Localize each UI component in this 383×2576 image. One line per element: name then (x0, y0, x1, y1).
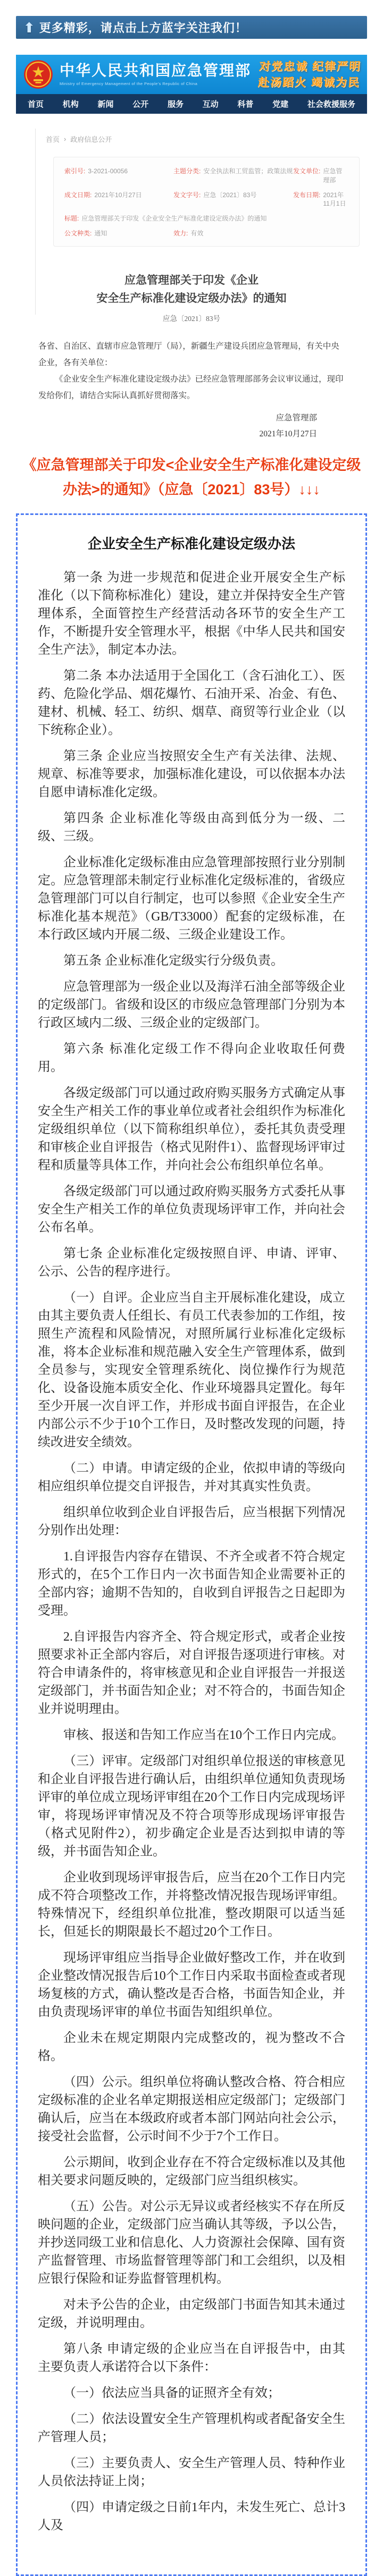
regulation-paragraph: 第二条 本办法适用于全国化工（含石油化工）、医药、危险化学品、烟花爆竹、石油开采、冶金、有色、建材、机械、轻工、纺织、烟草、商贸等行业企业（以下统称企业）。 (38, 669, 345, 737)
regulation-paragraph: 2.自评报告内容齐全、符合规定形式，或者企业按照要求补正全部内容后，对自评报告逐项进行审核。对符合申请条件的，将审核意见和企业自评报告一并报送定级部门，并书面告知企业；对不符合的，书面告知企业并说明理由。 (38, 1629, 345, 1716)
slogan-line-1: 对党忠诚 纪律严明 (259, 61, 362, 73)
regulation-paragraph: 第八条 申请定级的企业应当在自评报告中，由其主要负责人承诺符合以下条件： (38, 2342, 345, 2374)
notice-signature (38, 410, 345, 442)
regulation-body (38, 569, 345, 2535)
regulation-paragraph: 1.自评报告内容存在错误、不齐全或者不符合规定形式的，在5个工作日内一次书面告知企业需要补正的全部内容；逾期不告知的，自收到自评报告之日起即为受理。 (38, 1549, 345, 1618)
nav-item[interactable]: 机构 (62, 100, 79, 109)
regulation-paragraph: 应急管理部为一级企业以及海洋石油全部等级企业的定级部门。省级和设区的市级应急管理部门分别为本行政区域内二级、三级企业的定级部门。 (38, 979, 345, 1030)
national-emblem-icon (23, 60, 53, 89)
nav-item[interactable]: 互动 (202, 100, 219, 109)
nav-item[interactable]: 科普 (237, 100, 254, 109)
meta-field-value: 应急〔2021〕83号 (203, 191, 257, 199)
regulation-paragraph: （一）依法应当具备的证照齐全有效； (63, 2386, 280, 2400)
meta-field-label: 标题: (64, 215, 79, 223)
meta-field-label: 发文单位: (293, 167, 321, 175)
meta-field-value: 2021年10月27日 (94, 191, 142, 199)
header-titles (60, 63, 251, 86)
meta-field-label: 成文日期: (64, 191, 92, 199)
meta-field-label: 发布日期: (293, 191, 321, 199)
notice-title-line-2: 安全生产标准化建设定级办法》的通知 (96, 291, 287, 305)
regulation-paragraph: 组织单位收到企业自评报告后，应当根据下列情况分别作出处理： (38, 1505, 345, 1538)
regulation-paragraph: 公示期间，收到企业存在不符合定级标准以及其他相关要求问题反映的，定级部门应当组织核实。 (38, 2155, 345, 2188)
meta-field-value: 安全执法和工贸监管；政策法规 (203, 167, 293, 175)
notice-sign-date: 2021年10月27日 (259, 429, 317, 438)
main-nav (16, 94, 367, 114)
regulation-paragraph: 第四条 企业标准化等级由高到低分为一级、二级、三级。 (38, 811, 345, 843)
site-subtitle-en: Ministry of Emergency Management of the People's Republic of China (60, 81, 198, 86)
site-header (16, 55, 367, 94)
meta-field-value: 通知 (94, 229, 107, 237)
nav-item[interactable]: 公开 (132, 100, 149, 109)
follow-banner[interactable] (16, 16, 367, 39)
notice-title-line-1: 应急管理部关于印发《企业 (124, 273, 259, 286)
breadcrumb (46, 134, 383, 144)
meta-field (173, 166, 293, 185)
meta-field-label: 索引号: (64, 167, 86, 175)
nav-item[interactable]: 社会救援服务 (307, 100, 355, 109)
breadcrumb-current[interactable]: 政府信息公开 (70, 136, 112, 143)
meta-field-value: 应急管理部 (323, 167, 343, 184)
regulation-paragraph: （四）申请定级之日前1年内，未发生死亡、总计3人及 (38, 2500, 345, 2532)
notice-doc-number: 应急〔2021〕83号 (163, 314, 220, 323)
up-arrow-icon: ⬆ (23, 19, 35, 36)
meta-field-value: 3-2021-00056 (88, 167, 128, 175)
meta-field-label: 效力: (173, 229, 188, 237)
red-share-heading: 《应急管理部关于印发<企业安全生产标准化建设定级办法>的通知》（应急〔2021〕83号）↓↓↓ (22, 457, 361, 497)
nav-item[interactable]: 党建 (272, 100, 289, 109)
regulation-paragraph: 第七条 企业标准化定级按照自评、申请、评审、公示、公告的程序进行。 (38, 1246, 345, 1279)
meta-field-label: 公文种类: (64, 229, 92, 237)
regulation-paragraph: 各级定级部门可以通过政府购买服务方式确定从事安全生产相关工作的事业单位或者社会组织作为标准化定级组织单位（以下简称组织单位），委托其负责受理和审核企业自评报告（格式见附件1）、监督现场评审过程和质量等具体工作，并向社会公布组织单位名单。 (38, 1086, 345, 1172)
document-meta-card (53, 157, 360, 247)
regulation-paragraph: 第一条 为进一步规范和促进企业开展安全生产标准化（以下简称标准化）建设，建立并保持安全生产管理体系，全面管控生产经营活动各环节的安全生产工作，不断提升安全管理水平，根据《中华人民共和国安全生产法》，制定本办法。 (38, 570, 345, 657)
regulation-paragraph: （二）申请。申请定级的企业，依拟申请的等级向相应组织单位提交自评报告，并对其真实性负责。 (38, 1461, 345, 1493)
regulation-paragraph: 第五条 企业标准化定级实行分级负责。 (63, 953, 284, 968)
notice-document (0, 271, 383, 442)
follow-banner-text: 更多精彩，请点击上方蓝字关注我们！ (39, 21, 247, 35)
notice-signer: 应急管理部 (276, 413, 317, 423)
regulation-paragraph: 企业未在规定期限内完成整改的，视为整改不合格。 (38, 2031, 345, 2063)
regulation-paragraph: 各级定级部门可以通过政府购买服务方式委托从事安全生产相关工作的单位负责现场评审工作，并向社会公布名单。 (38, 1184, 345, 1235)
meta-field-value: 2021年11月1日 (323, 191, 346, 208)
nav-item[interactable]: 新闻 (97, 100, 114, 109)
meta-field-value: 有效 (190, 229, 204, 237)
nav-item[interactable]: 首页 (28, 100, 44, 109)
regulation-paragraph: （四）公示。组织单位将确认整改合格、符合相应定级标准的企业名单定期报送相应定级部门；定级部门确认后，应当在本级政府或者本部门网站向社会公示，接受社会监督，公示时间不少于7个工作日。 (38, 2075, 345, 2143)
regulation-paragraph: 现场评审组应当指导企业做好整改工作，并在收到企业整改情况报告后10个工作日内采取书面检查或者现场复核的方式，确认整改是否合格，书面告知企业，并由负责现场评审的单位书面告知组织单位。 (38, 1950, 345, 2019)
nav-item[interactable]: 服务 (167, 100, 184, 109)
content-left-rule (35, 129, 36, 315)
regulation-paragraph: （五）公告。对公示无异议或者经核实不存在所反映问题的企业，定级部门应当确认其等级，予以公告，并抄送同级工业和信息化、人力资源社会保障、国有资产监督管理、市场监督管理等部门和工会组织，以及相应银行保险和证券监督管理机构。 (38, 2199, 345, 2286)
document-meta-grid (64, 166, 348, 238)
regulation-paragraph: （一）自评。企业应当自主开展标准化建设，成立由其主要负责人任组长、有员工代表参加的工作组，按照生产流程和风险情况，对照所属行业标准化定级标准，将本企业标准和规范融入安全生产管理体系，做到全员参与，实现安全管理系统化、岗位操作行为规范化、设备设施本质安全化、作业环境器具定置化。每年至少开展一次自评工作，并形成书面自评报告，在企业内部公示不少于10个工作日，及时整改发现的问题，持续改进安全绩效。 (38, 1290, 345, 1449)
meta-field (64, 214, 348, 223)
site-title: 中华人民共和国应急管理部 (60, 62, 252, 79)
meta-field (293, 166, 348, 185)
meta-field (64, 166, 173, 185)
regulation-paragraph: （三）主要负责人、安全生产管理人员、特种作业人员依法持证上岗； (38, 2456, 345, 2488)
notice-title (0, 271, 383, 307)
notice-addressee: 各省、自治区、直辖市应急管理厅（局），新疆生产建设兵团应急管理局，有关中央企业，各有关单位： (38, 341, 339, 367)
regulation-title: 企业安全生产标准化建设定级办法 (87, 535, 295, 552)
regulation-box (16, 513, 367, 2576)
regulation-paragraph: 企业标准化定级标准由应急管理部按照行业分别制定。应急管理部未制定行业标准化定级标准的，省级应急管理部门可以自行制定，也可以参照《企业安全生产标准化基本规范》（GB/T33000）配套的定级标准，在本行政区域内开展二级、三级企业建设工作。 (38, 855, 345, 942)
slogan-line-2: 赴汤蹈火 竭诚为民 (257, 77, 361, 89)
meta-field (173, 229, 293, 238)
regulation-paragraph: 对未予公告的企业，由定级部门书面告知其未通过定级，并说明理由。 (38, 2298, 345, 2330)
regulation-paragraph: 企业收到现场评审报告后，应当在20个工作日内完成不符合项整改工作，并将整改情况报告现场评审组。特殊情况下，经组织单位批准，整改期限可以适当延长，但延长的期限最长不超过20个工作日。 (38, 1870, 345, 1939)
meta-field-label: 发文字号: (173, 191, 201, 199)
meta-field (64, 229, 173, 238)
regulation-paragraph: 审核、报送和告知工作应当在10个工作日内完成。 (63, 1728, 344, 1742)
notice-body (0, 338, 383, 442)
breadcrumb-home[interactable]: 首页 (46, 136, 60, 143)
breadcrumb-separator-icon: › (64, 135, 66, 143)
meta-field (64, 190, 173, 209)
regulation-paragraph: 第六条 标准化定级工作不得向企业收取任何费用。 (38, 1042, 345, 1074)
meta-field-label: 主题分类: (173, 167, 201, 175)
header-slogan (257, 59, 362, 91)
meta-field-value: 应急管理部关于印发《企业安全生产标准化建设定级办法》的通知 (81, 215, 267, 223)
meta-field (293, 190, 348, 209)
meta-field (173, 190, 293, 209)
regulation-paragraph: （三）评审。定级部门对组织单位报送的审核意见和企业自评报告进行确认后，由组织单位通知负责现场评审的单位成立现场评审组在20个工作日内完成现场评审，将现场评审情况及不符合项等形成现场评审报告（格式见附件2），初步确定企业是否达到拟申请的等级，并书面告知企业。 (38, 1754, 345, 1859)
regulation-paragraph: （二）依法设置安全生产管理机构或者配备安全生产管理人员； (38, 2412, 345, 2444)
regulation-paragraph: 第三条 企业应当按照安全生产有关法律、法规、规章、标准等要求，加强标准化建设，可以依据本办法自愿申请标准化定级。 (38, 749, 345, 799)
notice-paragraph: 《企业安全生产标准化建设定级办法》已经应急管理部部务会议审议通过，现印发给你们，请结合实际认真抓好贯彻落实。 (38, 374, 344, 400)
